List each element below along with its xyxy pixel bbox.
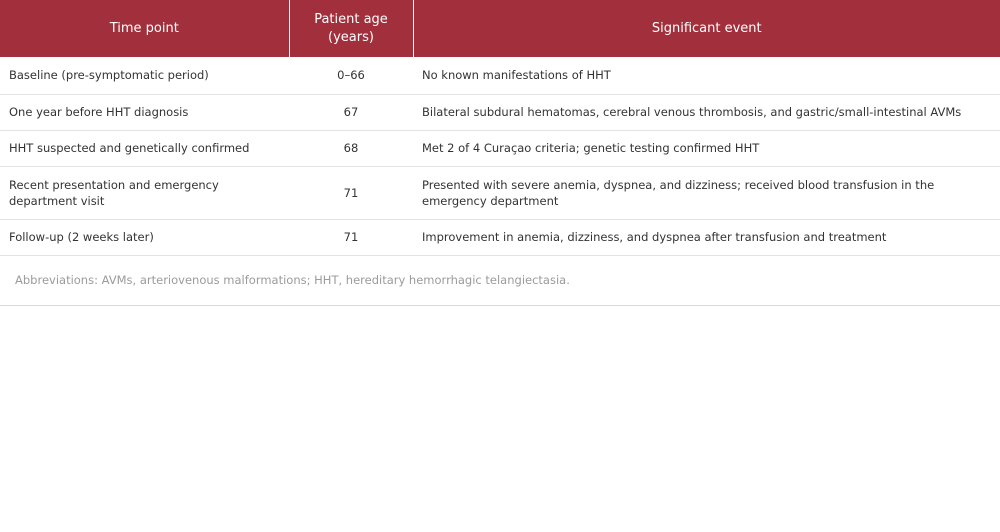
cell-significant-event: Met 2 of 4 Curaçao criteria; genetic testing confirmed HHT [413, 130, 1000, 166]
table-row [0, 130, 1000, 166]
table-body [0, 57, 1000, 255]
cell-significant-event: No known manifestations of HHT [413, 57, 1000, 94]
header-patient-age-line1: Patient age [314, 11, 388, 27]
cell-time-point: Baseline (pre-symptomatic period) [0, 57, 289, 94]
table-row [0, 219, 1000, 255]
cell-patient-age: 71 [289, 166, 413, 219]
cell-time-point: HHT suspected and genetically confirmed [0, 130, 289, 166]
table-row [0, 57, 1000, 94]
header-significant-event: Significant event [413, 0, 1000, 57]
cell-patient-age: 68 [289, 130, 413, 166]
table-row [0, 166, 1000, 219]
timeline-table [0, 0, 1000, 256]
table-footnote: Abbreviations: AVMs, arteriovenous malformations; HHT, hereditary hemorrhagic telangiectasia. [15, 272, 570, 287]
cell-time-point: One year before HHT diagnosis [0, 94, 289, 130]
header-patient-age-line2: (years) [328, 29, 374, 45]
cell-significant-event: Improvement in anemia, dizziness, and dyspnea after transfusion and treatment [413, 219, 1000, 255]
cell-time-point: Recent presentation and emergency department visit [0, 166, 289, 219]
cell-patient-age: 67 [289, 94, 413, 130]
table-row [0, 94, 1000, 130]
table-header [0, 0, 1000, 57]
header-time-point: Time point [0, 0, 289, 57]
cell-time-point: Follow-up (2 weeks later) [0, 219, 289, 255]
header-row [0, 0, 1000, 57]
cell-significant-event: Bilateral subdural hematomas, cerebral venous thrombosis, and gastric/small-intestinal AVMs [413, 94, 1000, 130]
cell-patient-age: 0–66 [289, 57, 413, 94]
cell-patient-age: 71 [289, 219, 413, 255]
header-patient-age [289, 0, 413, 57]
cell-significant-event: Presented with severe anemia, dyspnea, and dizziness; received blood transfusion in the emergency department [413, 166, 1000, 219]
